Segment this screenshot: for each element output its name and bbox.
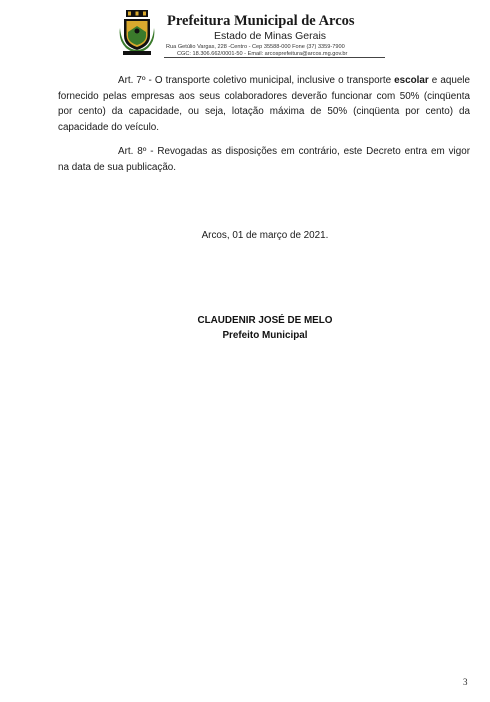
article-8-text: Art. 8º - Revogadas as disposições em contrário, este Decreto entra em vigor na data de sua publicação. <box>58 146 470 173</box>
signatory-name: CLAUDENIR JOSÉ DE MELO <box>197 315 333 326</box>
municipal-crest-icon <box>118 10 156 56</box>
article-7-paragraph <box>58 73 470 135</box>
letterhead-divider <box>164 57 385 58</box>
document-date: Arcos, 01 de março de 2021. <box>201 230 329 241</box>
page-number: 3 <box>463 677 468 687</box>
letterhead-subtitle: Estado de Minas Gerais <box>214 30 327 42</box>
article-7-text-cont: e aquele fornecido pelas empresas aos seus colaboradores deverão funcionar com 50% (cinqüenta por cento) da capacidade, ou seja, lotação máxima de 50% (cinqüenta por cento) da capacidade do veículo. <box>58 75 470 133</box>
letterhead <box>0 0 490 62</box>
letterhead-title: Prefeitura Municipal de Arcos <box>167 13 355 29</box>
signatory-role: Prefeito Municipal <box>222 330 308 341</box>
article-7-emphasis: escolar <box>394 75 429 86</box>
article-7-text: Art. 7º - O transporte coletivo municipal, inclusive o transporte <box>118 75 395 86</box>
letterhead-cgc-email: CGC: 18.306.662/0001-50 - Email: arcosprefeitura@arcos.mg.gov.br <box>177 51 348 57</box>
article-8-paragraph <box>58 144 470 175</box>
letterhead-address: Rua Getúlio Vargas, 228 -Centro - Cep 35588-000 Fone (37) 3359-7900 <box>166 44 345 50</box>
